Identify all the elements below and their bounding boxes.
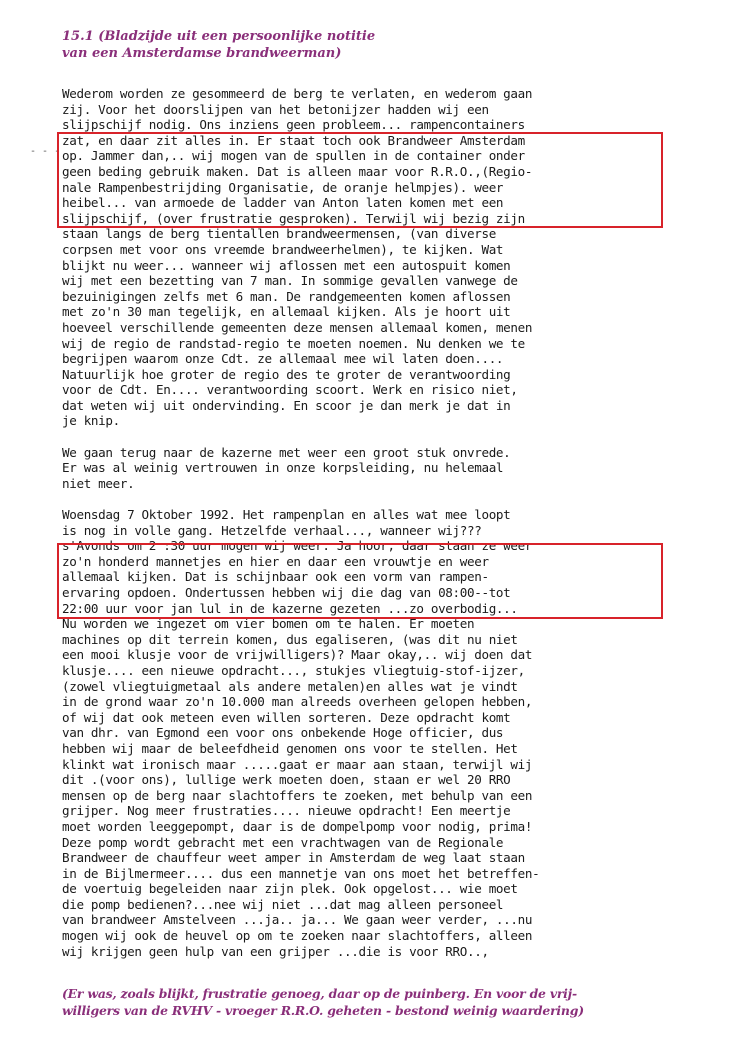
text-line: die pomp bedienen?...nee wij niet ...dat mag alleen personeel [62, 896, 504, 912]
text-line: wij krijgen geen hulp van een grijper ...die is voor RRO.., [62, 943, 489, 959]
text-line: begrijpen waarom onze Cdt. ze allemaal mee wil laten doen.... [62, 351, 504, 367]
text-line: voor de Cdt. En.... verantwoording scoort. Werk en risico niet, [62, 382, 518, 398]
text-line: een mooi klusje voor de vrijwilligers)? Maar okay,.. wij doen dat [62, 647, 533, 663]
text-line: hebben wij maar de beleefdheid genomen ons voor te stellen. Het [62, 740, 518, 756]
text-line: dat weten wij uit ondervinding. En scoor je dan merk je dat in [62, 397, 511, 413]
highlight-box-1 [57, 132, 663, 228]
section-heading-line-2: van een Amsterdamse brandweerman) [62, 46, 342, 61]
text-line: van brandweer Amstelveen ...ja.. ja... We gaan weer verder, ...nu [62, 912, 533, 928]
text-line: grijper. Nog meer frustraties.... nieuwe opdracht! Een meertje [62, 803, 511, 819]
text-line: van dhr. van Egmond een voor ons onbekende Hoge officier, dus [62, 725, 504, 741]
margin-mark: - - - [30, 146, 61, 157]
text-line: hoeveel verschillende gemeenten deze mensen allemaal komen, menen [62, 319, 533, 335]
text-line: of wij dat ook meteen even willen sorteren. Deze opdracht komt [62, 709, 511, 725]
text-line: mensen op de berg naar slachtoffers te zoeken, met behulp van een [62, 787, 533, 803]
footnote-line-2: willigers van de RVHV - vroeger R.R.O. geheten - bestond weinig waardering) [62, 1003, 584, 1018]
text-line: Brandweer de chauffeur weet amper in Amsterdam de weg laat staan [62, 850, 525, 866]
text-line: Natuurlijk hoe groter de regio des te groter de verantwoording [62, 366, 511, 382]
text-line: We gaan terug naar de kazerne met weer een groot stuk onvrede. [62, 444, 511, 460]
text-line: Er was al weinig vertrouwen in onze korpsleiding, nu helemaal [62, 460, 504, 476]
text-line: allemaal kijken. Dat is schijnbaar ook een vorm van rampen- [62, 569, 489, 585]
text-line: je knip. [62, 413, 120, 429]
text-line: (zowel vliegtuigmetaal als andere metalen)en alles wat je vindt [62, 678, 518, 694]
text-line: staan langs de berg tientallen brandweermensen, (van diverse [62, 226, 496, 242]
text-line: zat, en daar zit alles in. Er staat toch ook Brandweer Amsterdam [62, 132, 525, 148]
text-line: heibel... van armoede de ladder van Anton laten komen met een [62, 195, 504, 211]
text-line: op. Jammer dan,.. wij mogen van de spullen in de container onder [62, 148, 525, 164]
text-line: wij met een bezetting van 7 man. In sommige gevallen vanwege de [62, 273, 518, 289]
text-line: Wederom worden ze gesommeerd de berg te verlaten, en wederom gaan [62, 86, 533, 101]
text-line: bezuinigingen zelfs met 6 man. De randgemeenten komen aflossen [62, 288, 511, 304]
text-line: moet worden leeggepompt, daar is de dompelpomp voor nodig, prima! [62, 818, 533, 834]
text-line: klinkt wat ironisch maar .....gaat er maar aan staan, terwijl wij [62, 756, 533, 772]
text-line: niet meer. [62, 475, 135, 491]
text-line: dit .(voor ons), lullige werk moeten doen, staan er wel 20 RRO [62, 772, 511, 788]
text-line: s'Avonds om 2 :30 uur mogen wij weer. Ja hoor, daar staan ze weer [62, 538, 533, 554]
section-heading-line-1: 15.1 (Bladzijde uit een persoonlijke notitie [62, 29, 376, 44]
section-heading [62, 28, 375, 62]
text-line: Nu worden we ingezet om vier bomen om te halen. Er moeten [62, 616, 475, 632]
paragraph [62, 445, 662, 492]
text-line: blijkt nu weer... wanneer wij aflossen met een autospuit komen [62, 257, 511, 273]
text-line: de voertuig begeleiden naar zijn plek. Ook opgelost... wie moet [62, 881, 518, 897]
text-line: machines op dit terrein komen, dus egaliseren, (was dit nu niet [62, 631, 518, 647]
footnote-line-1: (Er was, zoals blijkt, frustratie genoeg, daar op de puinberg. En voor de vrij- [62, 986, 577, 1001]
text-line: zij. Voor het doorslijpen van het betonijzer hadden wij een [62, 101, 489, 117]
highlight-box-2 [57, 543, 663, 619]
text-line: zo'n honderd mannetjes en hier en daar een vrouwtje en weer [62, 553, 489, 569]
text-line: nale Rampenbestrijding Organisatie, de oranje helmpjes). weer [62, 179, 504, 195]
text-line: geen beding gebruik maken. Dat is alleen maar voor R.R.O.,(Regio- [62, 163, 533, 179]
text-line: 22:00 uur voor jan lul in de kazerne gezeten ...zo overbodig... [62, 600, 518, 616]
text-line: corpsen met voor ons vreemde brandweerhelmen), te kijken. Wat [62, 241, 504, 257]
editor-footnote [62, 985, 584, 1019]
text-line: Woensdag 7 Oktober 1992. Het rampenplan en alles wat mee loopt [62, 507, 511, 523]
text-line: wij de regio de randstad-regio te moeten noemen. Nu denken we te [62, 335, 525, 351]
text-line: met zo'n 30 man tegelijk, en allemaal kijken. Als je hoort uit [62, 304, 511, 320]
text-line: Deze pomp wordt gebracht met een vrachtwagen van de Regionale [62, 834, 504, 850]
text-line: slijpschijf nodig. Ons inziens geen probleem... rampencontainers [62, 117, 525, 133]
text-line: in de Bijlmermeer.... dus een mannetje van ons moet het betreffen- [62, 865, 540, 881]
text-line: is nog in volle gang. Hetzelfde verhaal..., wanneer wij??? [62, 522, 482, 538]
text-line: klusje.... een nieuwe opdracht..., stukjes vliegtuig-stof-ijzer, [62, 662, 525, 678]
text-line: ervaring opdoen. Ondertussen hebben wij die dag van 08:00--tot [62, 585, 511, 600]
text-line: slijpschijf, (over frustratie gesproken). Terwijl wij bezig zijn [62, 210, 525, 226]
text-line: in de grond waar zo'n 10.000 man alreeds overheen gelopen hebben, [62, 694, 533, 710]
text-line: mogen wij ook de heuvel op om te zoeken naar slachtoffers, alleen [62, 928, 533, 944]
